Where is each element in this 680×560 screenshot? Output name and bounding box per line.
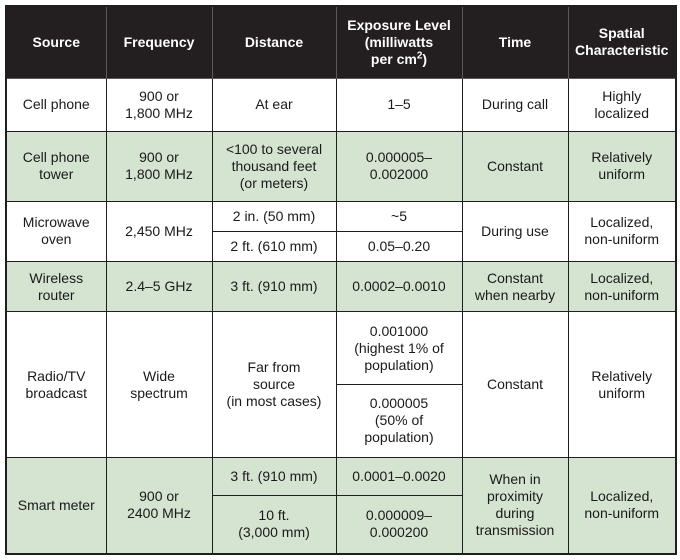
cell-time: Constant when nearby — [462, 262, 568, 312]
cell-exposure: ~5 — [336, 201, 462, 231]
cell-distance: 3 ft. (910 mm) — [212, 262, 336, 312]
table-row-smart-meter — [6, 457, 676, 495]
header-frequency: Frequency — [106, 6, 212, 78]
cell-spatial: Relatively uniform — [568, 312, 676, 457]
cell-frequency: Wide spectrum — [106, 312, 212, 457]
header-distance: Distance — [212, 6, 336, 78]
cell-distance: 3 ft. (910 mm) — [212, 457, 336, 495]
cell-spatial: Relatively uniform — [568, 131, 676, 201]
cell-frequency: 900 or 1,800 MHz — [106, 78, 212, 131]
cell-source: Cell phone — [6, 78, 106, 131]
header-spatial: Spatial Characteristic — [568, 6, 676, 78]
header-exposure-text: Exposure Level (milliwatts per cm — [347, 16, 451, 67]
cell-distance: 2 ft. (610 mm) — [212, 231, 336, 261]
table-row-cell-phone — [6, 78, 676, 131]
cell-distance: 10 ft. (3,000 mm) — [212, 495, 336, 554]
table-row-router — [6, 262, 676, 312]
table-row-radio-tv — [6, 312, 676, 385]
cell-distance: <100 to several thousand feet (or meters) — [212, 131, 336, 201]
cell-time: Constant — [462, 131, 568, 201]
cell-frequency: 900 or 2400 MHz — [106, 457, 212, 554]
cell-frequency: 900 or 1,800 MHz — [106, 131, 212, 201]
cell-exposure: 1–5 — [336, 78, 462, 131]
cell-spatial: Highly localized — [568, 78, 676, 131]
table-row-cell-tower — [6, 131, 676, 201]
cell-source: Cell phone tower — [6, 131, 106, 201]
rf-exposure-table — [5, 5, 677, 555]
cell-frequency: 2,450 MHz — [106, 201, 212, 262]
header-exposure-superscript: 2 — [416, 50, 423, 62]
cell-distance: At ear — [212, 78, 336, 131]
cell-exposure: 0.000005– 0.002000 — [336, 131, 462, 201]
cell-spatial: Localized, non-uniform — [568, 201, 676, 262]
cell-distance: Far from source (in most cases) — [212, 312, 336, 457]
cell-exposure: 0.0002–0.0010 — [336, 262, 462, 312]
header-exposure — [336, 6, 462, 78]
cell-source: Microwave oven — [6, 201, 106, 262]
cell-spatial: Localized, non-uniform — [568, 457, 676, 554]
cell-frequency: 2.4–5 GHz — [106, 262, 212, 312]
cell-source: Radio/TV broadcast — [6, 312, 106, 457]
header-source: Source — [6, 6, 106, 78]
cell-exposure: 0.05–0.20 — [336, 231, 462, 261]
cell-spatial: Localized, non-uniform — [568, 262, 676, 312]
header-exposure-close: ) — [422, 50, 428, 67]
cell-source: Wireless router — [6, 262, 106, 312]
table-row-microwave — [6, 201, 676, 231]
cell-time: When in proximity during transmission — [462, 457, 568, 554]
cell-time: During call — [462, 78, 568, 131]
cell-time: During use — [462, 201, 568, 262]
header-row — [6, 6, 676, 78]
header-time: Time — [462, 6, 568, 78]
cell-exposure: 0.0001–0.0020 — [336, 457, 462, 495]
cell-time: Constant — [462, 312, 568, 457]
cell-distance: 2 in. (50 mm) — [212, 201, 336, 231]
cell-exposure: 0.001000 (highest 1% of population) — [336, 312, 462, 385]
cell-exposure: 0.000009– 0.000200 — [336, 495, 462, 554]
cell-exposure: 0.000005 (50% of population) — [336, 385, 462, 458]
cell-source: Smart meter — [6, 457, 106, 554]
